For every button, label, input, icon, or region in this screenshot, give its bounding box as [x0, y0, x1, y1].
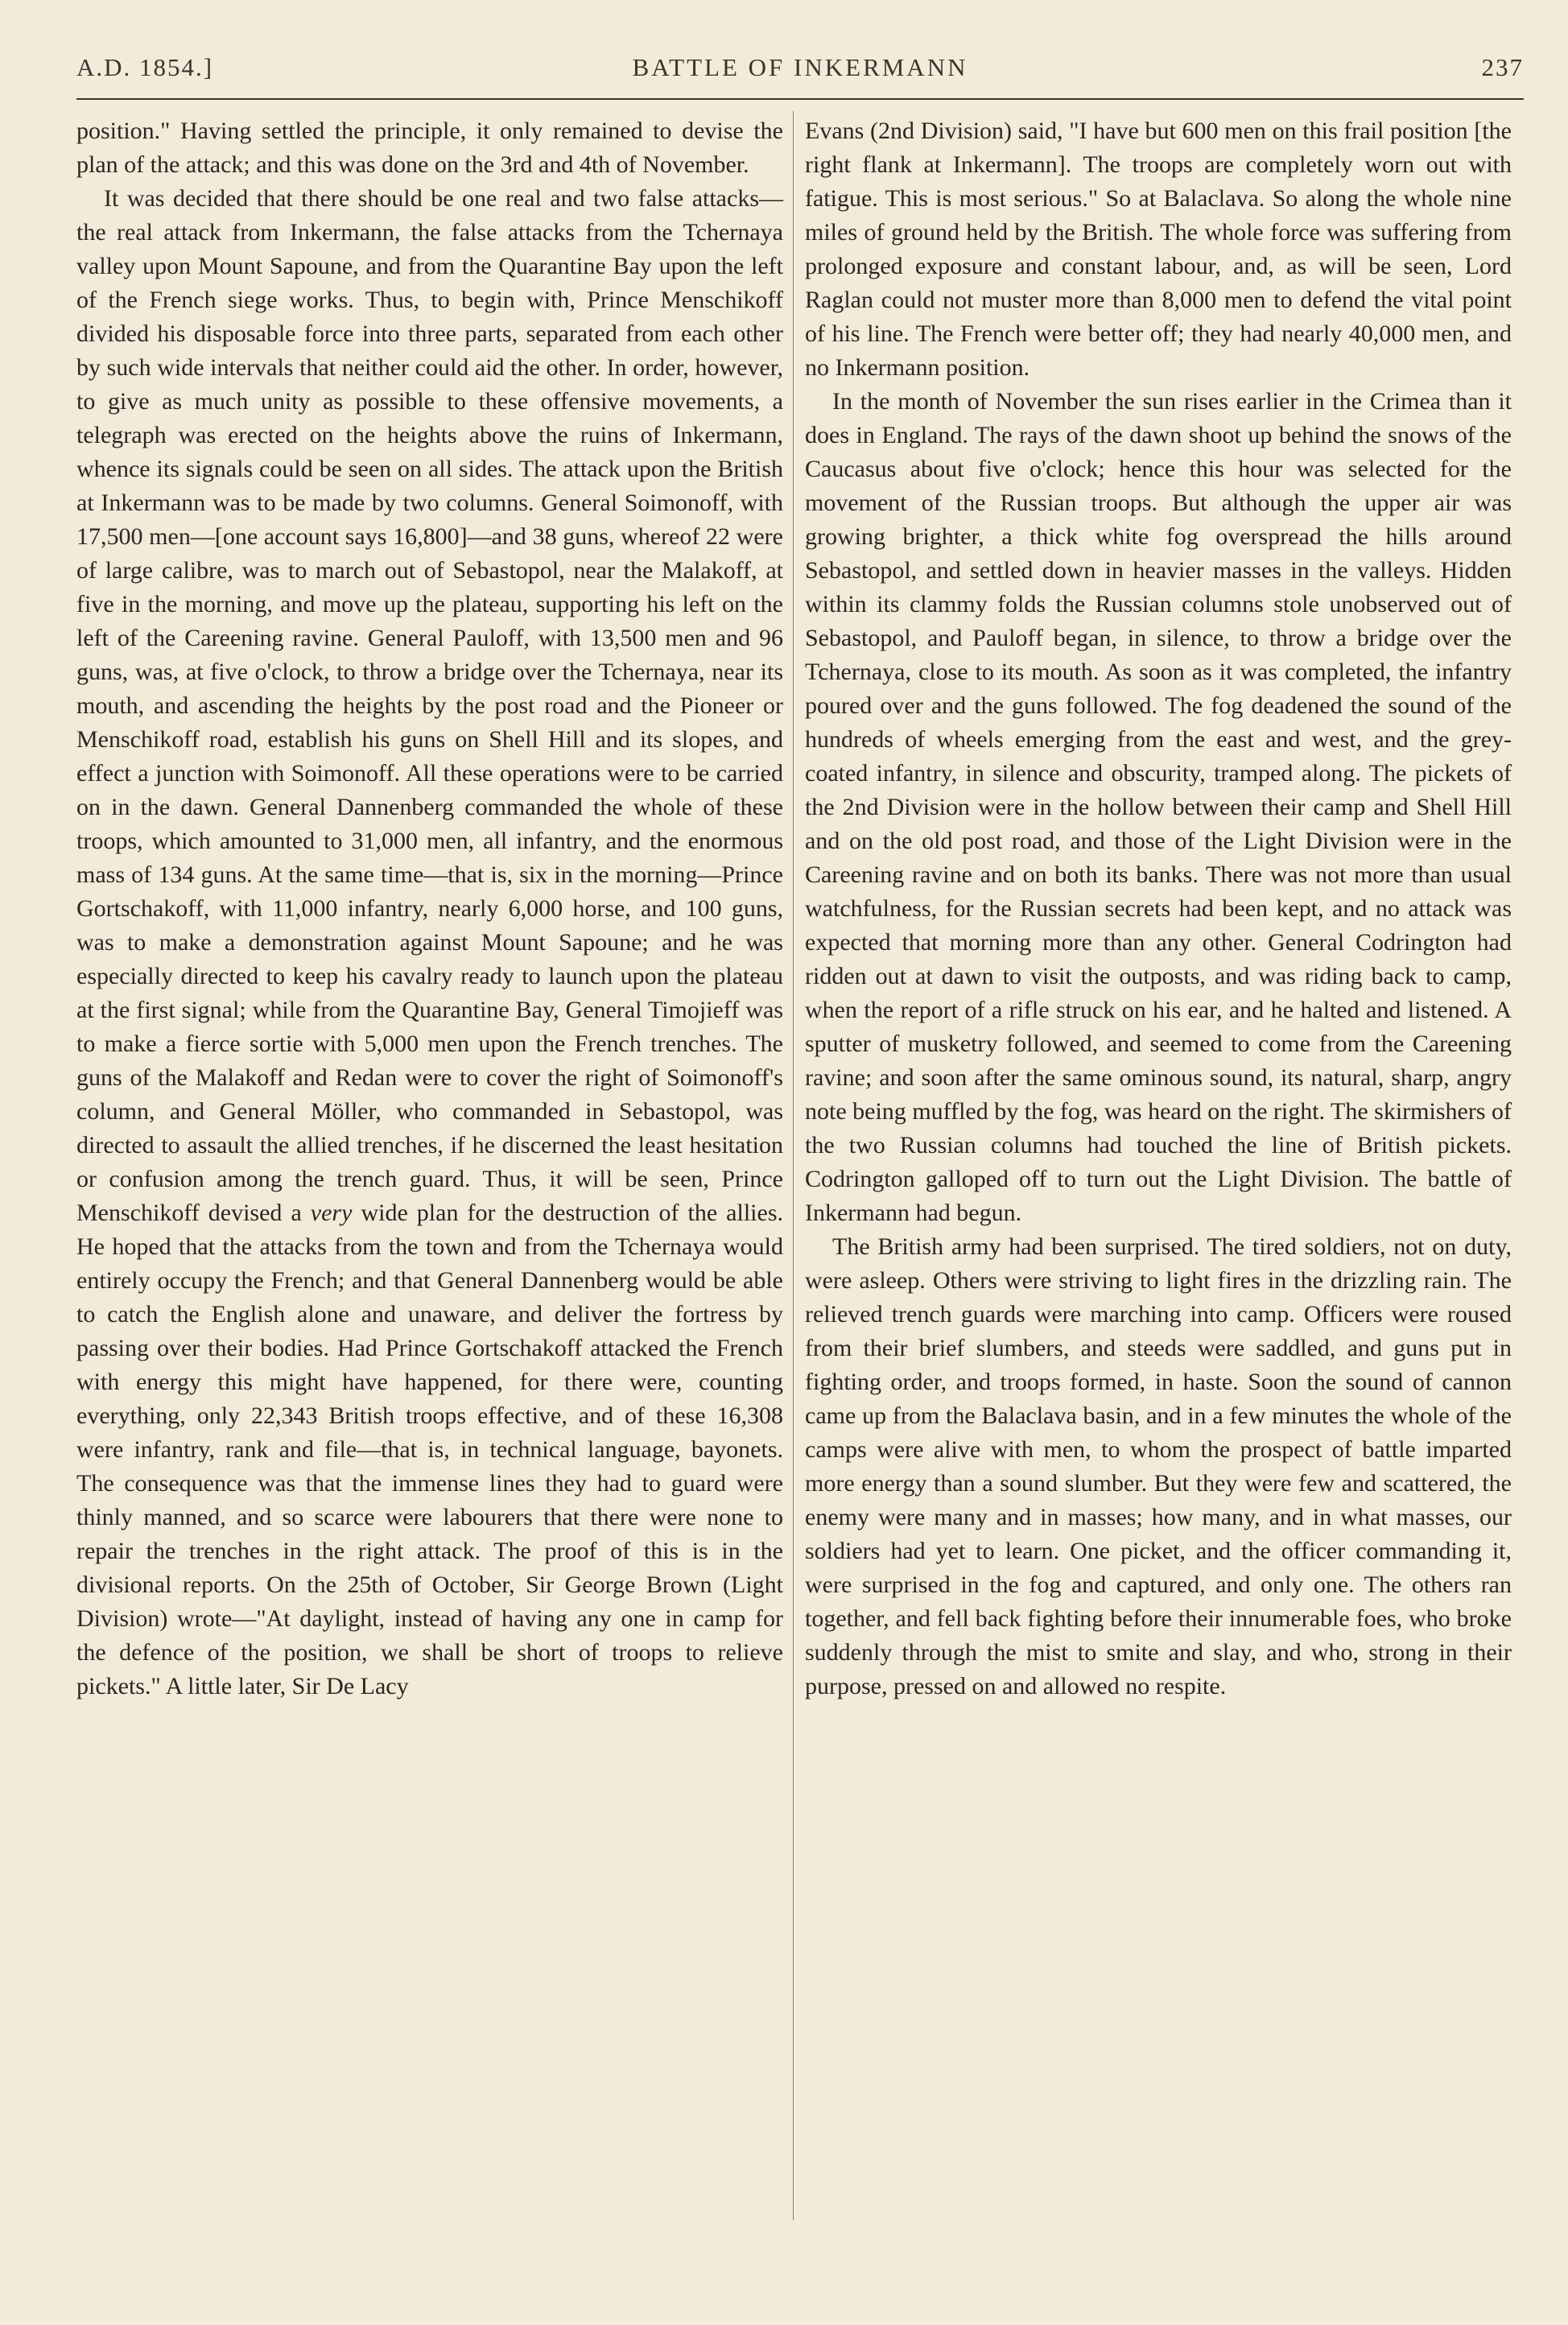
- left-paragraph-2-text: It was decided that there should be one real and two false attacks—the real attack from Inkermann, the false attacks from the Tchernaya valley upon Mount Sapoune, and from the Quarantine Bay upon the left of the French siege works. Thus, to begin with, Prince Menschikoff divided his disposable force into three parts, separated from each other by such wide intervals that neither could aid the other. In order, however, to give as much unity as possible to these offensive movements, a telegraph was erected on the heights above the ruins of Inkermann, whence its signals could be seen on all sides. The attack upon the British at Inkermann was to be made by two columns. General Soimonoff, with 17,500 men—[one account says 16,800]—and 38 guns, whereof 22 were of large calibre, was to march out of Sebastopol, near the Malakoff, at five in the morning, and move up the plateau, supporting his left on the left of the Careening ravine. General Pauloff, with 13,500 men and 96 guns, was, at five o'clock, to throw a bridge over the Tchernaya, near its mouth, and ascending the heights by the post road and the Pioneer or Menschikoff road, establish his guns on Shell Hill and its slopes, and effect a junction with Soimonoff. All these operations were to be carried on in the dawn. General Dannenberg commanded the whole of these troops, which amounted to 31,000 men, all infantry, and the enormous mass of 134 guns. At the same time—that is, six in the morning—Prince Gortschakoff, with 11,000 infantry, nearly 6,000 horse, and 100 guns, was to make a demonstration against Mount Sapoune; and he was especially directed to keep his cavalry ready to launch upon the plateau at the first signal; while from the Quarantine Bay, General Timojieff was to make a fierce sortie with 5,000 men upon the French trenches. The guns of the Malakoff and Redan were to cover the right of Soimonoff's column, and General Möller, who commanded in Sebastopol, was directed to assault the allied trenches, if he discerned the least hesitation or confusion among the trench guard. Thus, it will be seen, Prince Menschikoff devised a: [76, 185, 783, 1226]
- left-paragraph-2: [76, 182, 783, 1703]
- column-divider: [793, 111, 794, 2220]
- header-date: A.D. 1854.]: [76, 53, 214, 81]
- right-paragraph-3: The British army had been surprised. The tired soldiers, not on duty, were asleep. Others were striving to light fires in the drizzling rain. The relieved trench guards were marching into camp. Officers were roused from their brief slumbers, and steeds were saddled, and guns put in fighting order, and troops formed, in haste. Soon the sound of cannon came up from the Balaclava basin, and in a few minutes the whole of the camps were alive with men, to whom the prospect of battle imparted more energy than a sound slumber. But they were few and scattered, the enemy were many and in masses; how many, and in what masses, our soldiers had yet to learn. One picket, and the officer commanding it, were surprised in the fog and captured, and only one. The others ran together, and fell back fighting before their innumerable foes, who broke suddenly through the mist to smite and slay, and who, strong in their purpose, pressed on and allowed no respite.: [805, 1233, 1512, 1699]
- left-column: [76, 114, 783, 1703]
- left-paragraph-2-tail: wide plan for the destruction of the allies. He hoped that the attacks from the town and from the Tchernaya would entirely occupy the French; and that General Dannenberg would be able to catch the English alone and unaware, and deliver the fortress by passing over their bodies. Had Prince Gortschakoff attacked the French with energy this might have happened, for there were, counting everything, only 22,343 British troops effective, and of these 16,308 were infantry, rank and file—that is, in technical language, bayonets. The consequence was that the immense lines they had to guard were thinly manned, and so scarce were labourers that there were none to repair the trenches in the right attack. The proof of this is in the divisional reports. On the 25th of October, Sir George Brown (Light Division) wrote—"At daylight, instead of having any one in camp for the defence of the position, we shall be short of troops to relieve pickets." A little later, Sir De Lacy: [76, 1200, 783, 1699]
- page-number: 237: [1481, 53, 1524, 81]
- right-paragraph-2: In the month of November the sun rises earlier in the Crimea than it does in England. The rays of the dawn shoot up behind the snows of the Caucasus about five o'clock; hence this hour was selected for the movement of the Russian troops. But although the upper air was growing brighter, a thick white fog overspread the hills around Sebastopol, and settled down in heavier masses in the valleys. Hidden within its clammy folds the Russian columns stole unobserved out of Sebastopol, and Pauloff began, in silence, to throw a bridge over the Tchernaya, close to its mouth. As soon as it was completed, the infantry poured over and the guns followed. The fog deadened the sound of the hundreds of wheels emerging from the east and west, and the grey-coated infantry, in silence and obscurity, tramped along. The pickets of the 2nd Division were in the hollow between their camp and Shell Hill and on the old post road, and those of the Light Division were in the Careening ravine and on both its banks. There was not more than usual watchfulness, for the Russian secrets had been kept, and no attack was expected that morning more than any other. General Codrington had ridden out at dawn to visit the outposts, and was riding back to camp, when the report of a rifle struck on his ear, and he halted and listened. A sputter of musketry followed, and seemed to come from the Careening ravine; and soon after the same ominous sound, its natural, sharp, angry note being muffled by the fog, was heard on the right. The skirmishers of the two Russian columns had touched the line of British pickets. Codrington galloped off to turn out the Light Division. The battle of Inkermann had begun.: [805, 388, 1512, 1226]
- header-title: BATTLE OF INKERMANN: [632, 53, 968, 81]
- right-paragraph-1: Evans (2nd Division) said, "I have but 600 men on this frail position [the right flank at Inkermann]. The troops are completely worn out with fatigue. This is most serious." So at Balaclava. So along the whole nine miles of ground held by the British. The whole force was suffering from prolonged exposure and constant labour, and, as will be seen, Lord Raglan could not muster more than 8,000 men to defend the vital point of his line. The French were better off; they had nearly 40,000 men, and no Inkermann position.: [805, 118, 1512, 381]
- running-header: [76, 45, 1524, 93]
- left-paragraph-1: position." Having settled the principle, it only remained to devise the plan of the attack; and this was done on the 3rd and 4th of November.: [76, 118, 783, 178]
- header-rule: [76, 98, 1524, 100]
- right-column: [805, 114, 1512, 1703]
- left-paragraph-2-italic: very: [310, 1200, 353, 1226]
